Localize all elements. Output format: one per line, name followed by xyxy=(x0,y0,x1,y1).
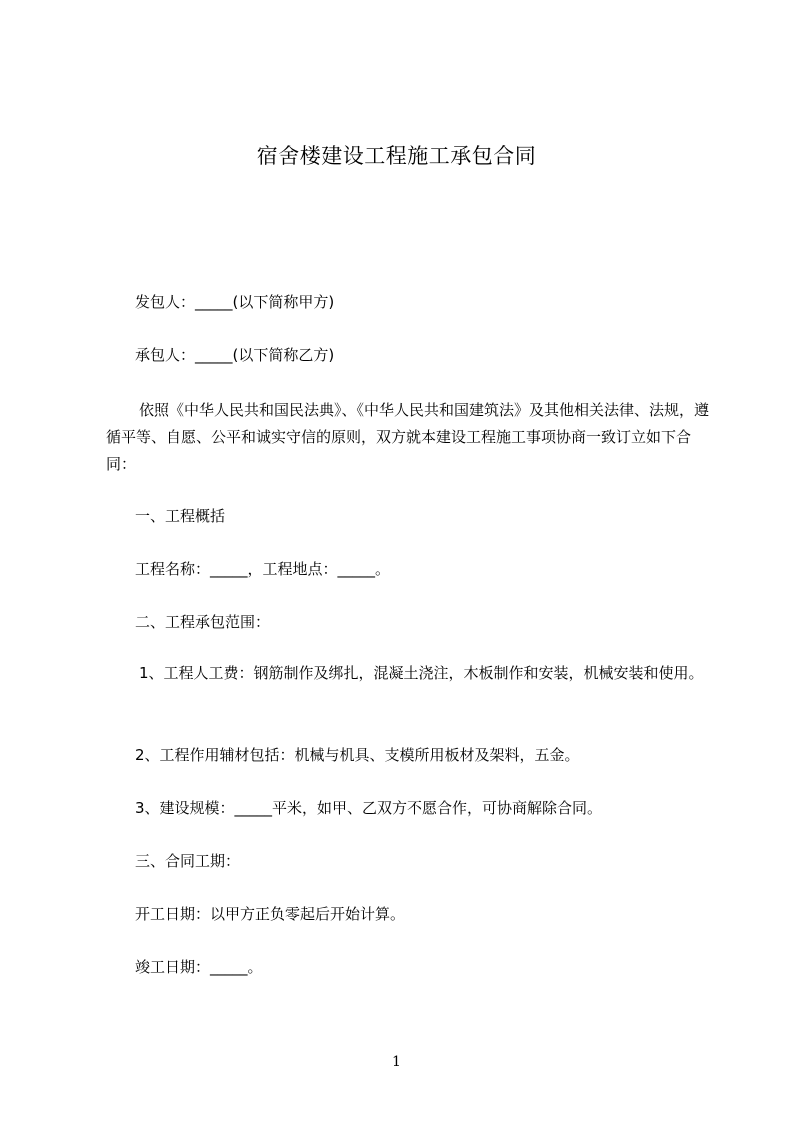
scope-item-2: 2、工程作用辅材包括：机械与机具、支模所用板材及架料，五金。 xyxy=(135,746,580,764)
preamble-text: 依照《中华人民共和国民法典》、《中华人民共和国建筑法》及其他相关法律、法规，遵循平等、自愿、公平和诚实守信的原则，双方就本建设工程施工事项协商一致订立如下合同： xyxy=(106,401,710,473)
party-b-line: 承包人：_____(以下简称乙方) xyxy=(135,346,335,364)
section-3-heading: 三、合同工期： xyxy=(135,852,241,870)
end-date-line: 竣工日期：_____。 xyxy=(135,958,263,976)
section-2-heading: 二、工程承包范围： xyxy=(135,613,271,631)
document-title: 宿舍楼建设工程施工承包合同 xyxy=(256,144,537,168)
page-number: 1 xyxy=(392,1054,401,1070)
scope-item-1-text: 1、工程人工费：钢筋制作及绑扎，混凝土浇注，木板制作和安装，机械安装和使用。 xyxy=(139,664,704,682)
scope-item-1 xyxy=(106,660,716,687)
party-a-line: 发包人：_____(以下简称甲方) xyxy=(135,293,335,311)
preamble-paragraph xyxy=(106,397,716,478)
start-date-line: 开工日期：以甲方正负零起后开始计算。 xyxy=(135,905,406,923)
project-info-line: 工程名称：_____，工程地点：_____。 xyxy=(135,560,391,578)
section-1-heading: 一、工程概括 xyxy=(135,507,226,525)
scope-item-3: 3、建设规模：_____平米，如甲、乙双方不愿合作，可协商解除合同。 xyxy=(135,799,603,817)
